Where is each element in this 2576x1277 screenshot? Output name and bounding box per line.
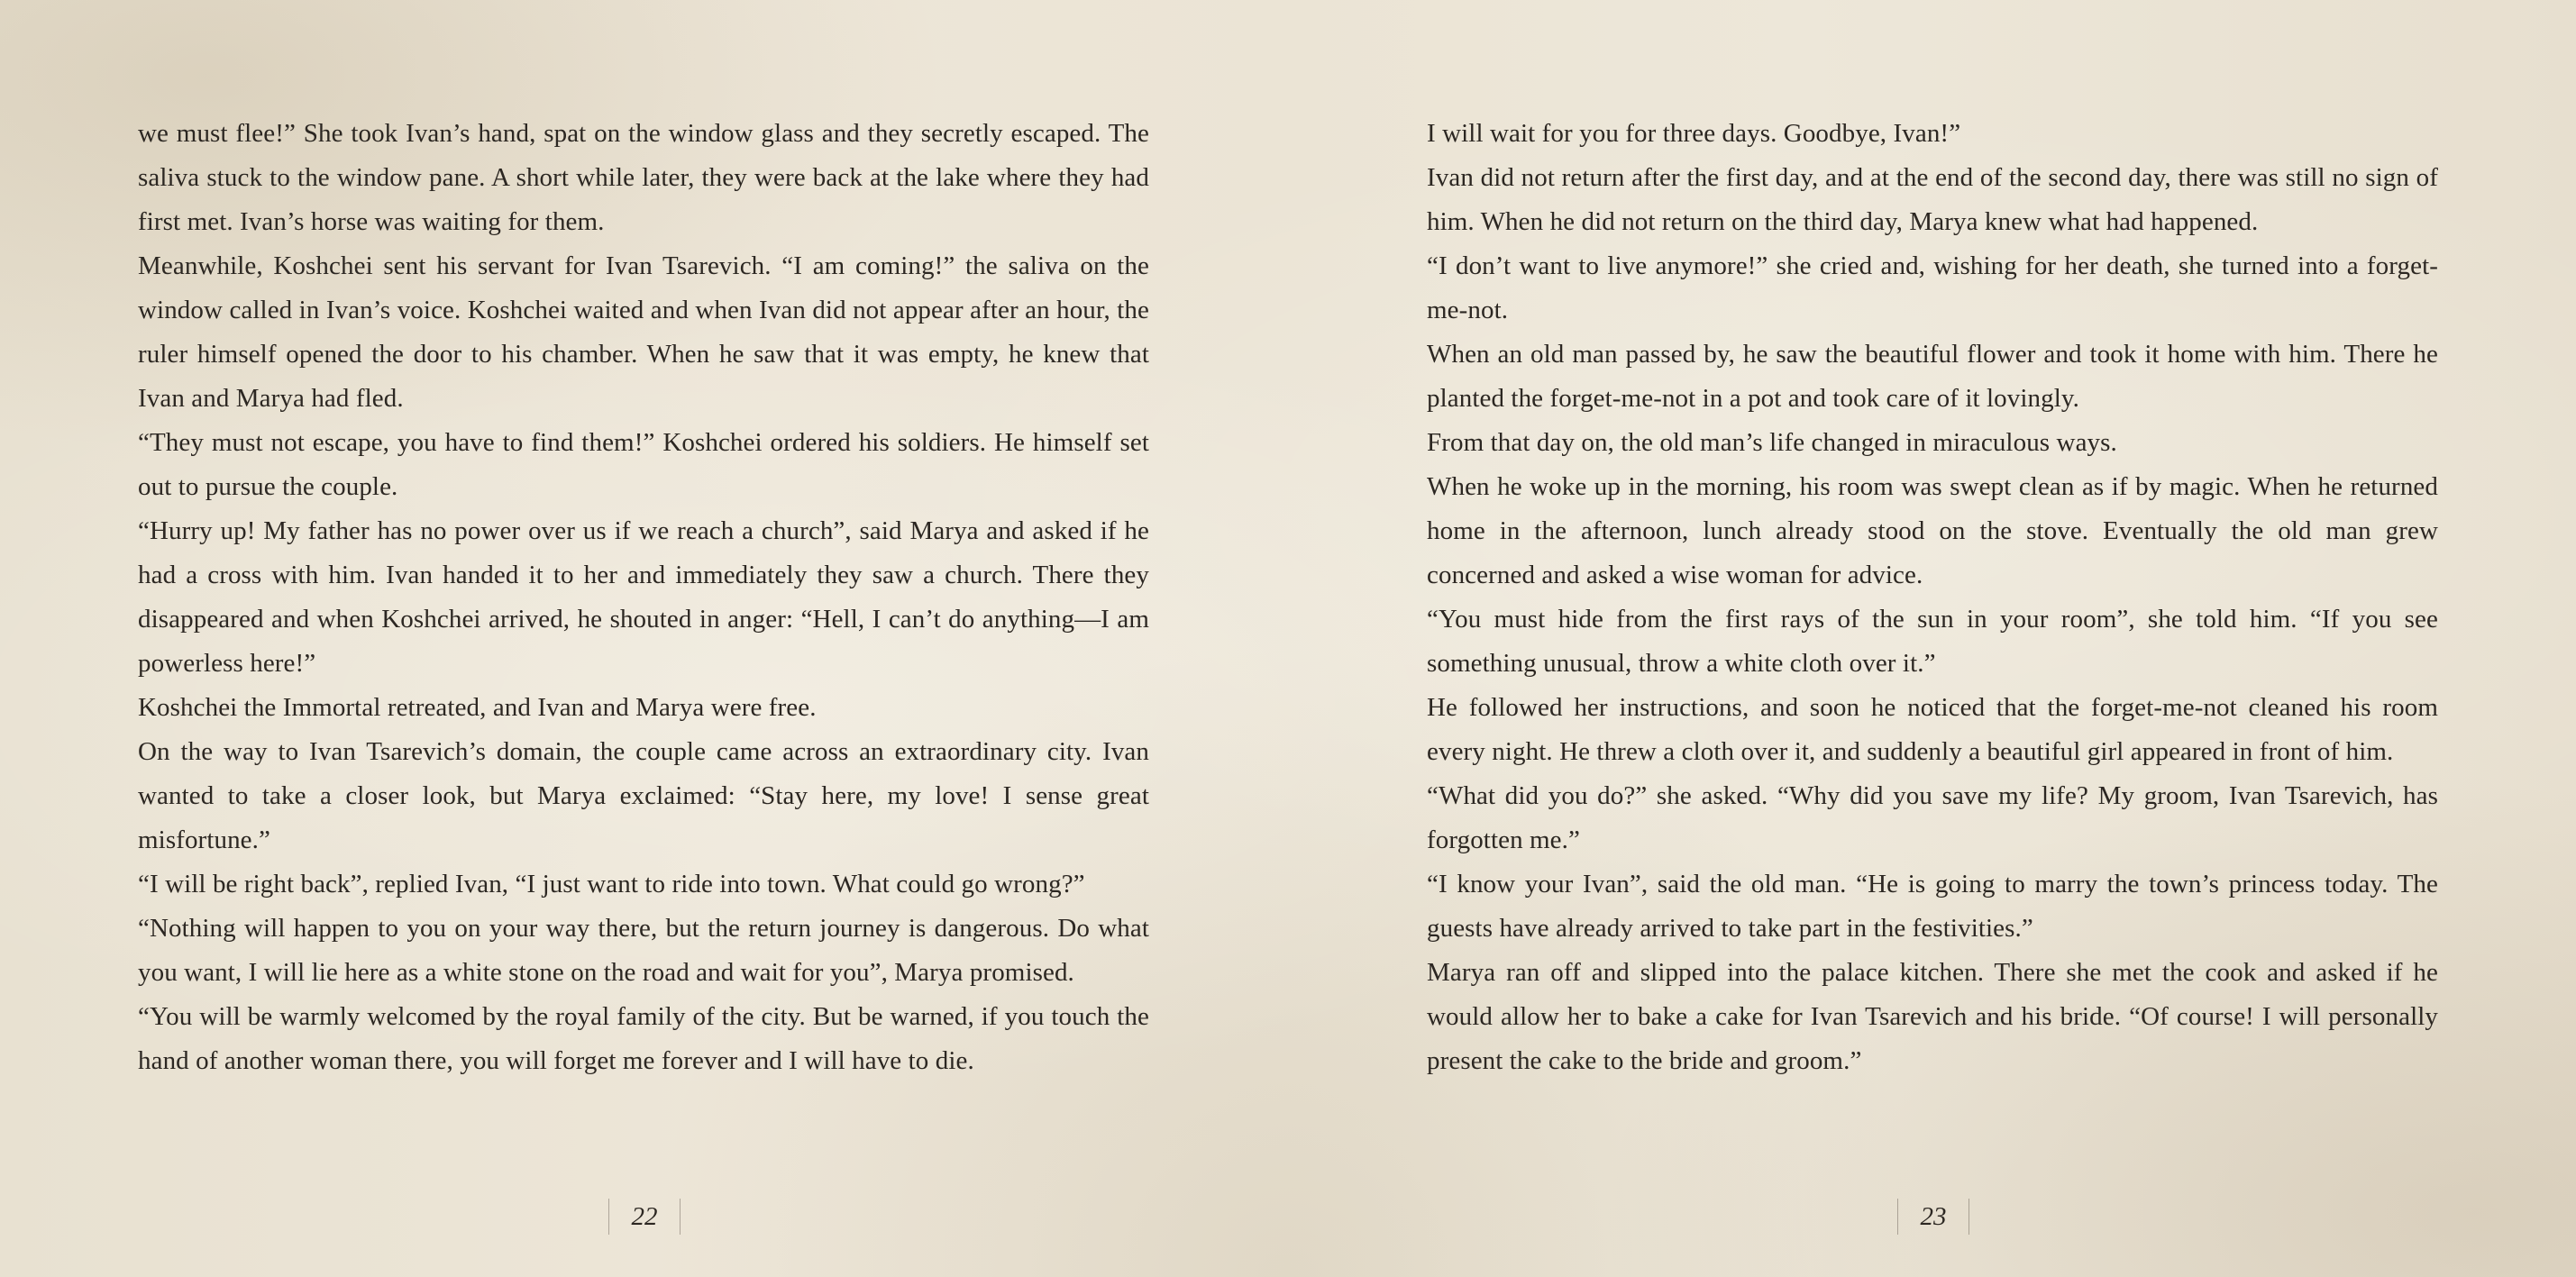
paragraph: “I don’t want to live anymore!” she cried and, wishing for her death, she turned into a forget-me-not. <box>1427 251 2438 324</box>
paragraph: we must flee!” She took Ivan’s hand, spat on the window glass and they secretly escaped. The saliva stuck to the window pane. A short while later, they were back at the lake where they had first met. Ivan’s horse was waiting for them. <box>138 119 1149 236</box>
right-page <box>1427 112 2438 1083</box>
paragraph: When an old man passed by, he saw the beautiful flower and took it home with him. There he planted the forget-me-not in a pot and took care of it lovingly. <box>1427 340 2438 413</box>
paragraph: “You must hide from the first rays of the sun in your room”, she told him. “If you see something unusual, throw a white cloth over it.” <box>1427 605 2438 678</box>
paragraph: “You will be warmly welcomed by the royal family of the city. But be warned, if you touch the hand of another woman there, you will forget me forever and I will have to die. <box>138 1002 1149 1075</box>
paragraph: Ivan did not return after the first day, and at the end of the second day, there was still no sign of him. When he did not return on the third day, Marya knew what had happened. <box>1427 163 2438 236</box>
paragraph: “Nothing will happen to you on your way there, but the return journey is dangerous. Do what you want, I will lie here as a white stone on the road and wait for you”, Marya promised. <box>138 914 1149 987</box>
paragraph: “I know your Ivan”, said the old man. “He is going to marry the town’s princess today. The guests have already arrived to take part in the festivities.” <box>1427 870 2438 943</box>
paragraph: Koshchei the Immortal retreated, and Ivan and Marya were free. <box>138 693 817 722</box>
paragraph: Meanwhile, Koshchei sent his servant for Ivan Tsarevich. “I am coming!” the saliva on the window called in Ivan’s voice. Koshchei waited and when Ivan did not appear after an hour, the ruler himself opened the door to his chamber. When he saw that it was empty, he knew that Ivan and Marya had fled. <box>138 251 1149 413</box>
paragraph: “What did you do?” she asked. “Why did you save my life? My groom, Ivan Tsarevich, has forgotten me.” <box>1427 781 2438 854</box>
paragraph: From that day on, the old man’s life changed in miraculous ways. <box>1427 428 2117 457</box>
paragraph: When he woke up in the morning, his room was swept clean as if by magic. When he returned home in the afternoon, lunch already stood on the stove. Eventually the old man grew concerned and asked a wise woman for advice. <box>1427 472 2438 589</box>
paragraph: He followed her instructions, and soon he noticed that the forget-me-not cleaned his room every night. He threw a cloth over it, and suddenly a beautiful girl appeared in front of him. <box>1427 693 2438 766</box>
paragraph: I will wait for you for three days. Goodbye, Ivan!” <box>1427 119 1961 148</box>
page-number-right: 23 <box>1897 1199 1969 1235</box>
paragraph: “They must not escape, you have to find them!” Koshchei ordered his soldiers. He himself set out to pursue the couple. <box>138 428 1149 501</box>
left-page <box>138 112 1149 1083</box>
page-number-left: 22 <box>608 1199 681 1235</box>
paragraph: “Hurry up! My father has no power over us if we reach a church”, said Marya and asked if he had a cross with him. Ivan handed it to her and immediately they saw a church. There they disappeared and when Koshchei arrived, he shouted in anger: “Hell, I can’t do anything—I am powerless here!” <box>138 516 1149 678</box>
paragraph: Marya ran off and slipped into the palace kitchen. There she met the cook and asked if he would allow her to bake a cake for Ivan Tsarevich and his bride. “Of course! I will personally present the cake to the bride and groom.” <box>1427 958 2438 1075</box>
paragraph: “I will be right back”, replied Ivan, “I just want to ride into town. What could go wrong?” <box>138 870 1085 898</box>
paragraph: On the way to Ivan Tsarevich’s domain, the couple came across an extraordinary city. Ivan wanted to take a closer look, but Marya exclaimed: “Stay here, my love! I sense great misfortune.” <box>138 737 1149 854</box>
